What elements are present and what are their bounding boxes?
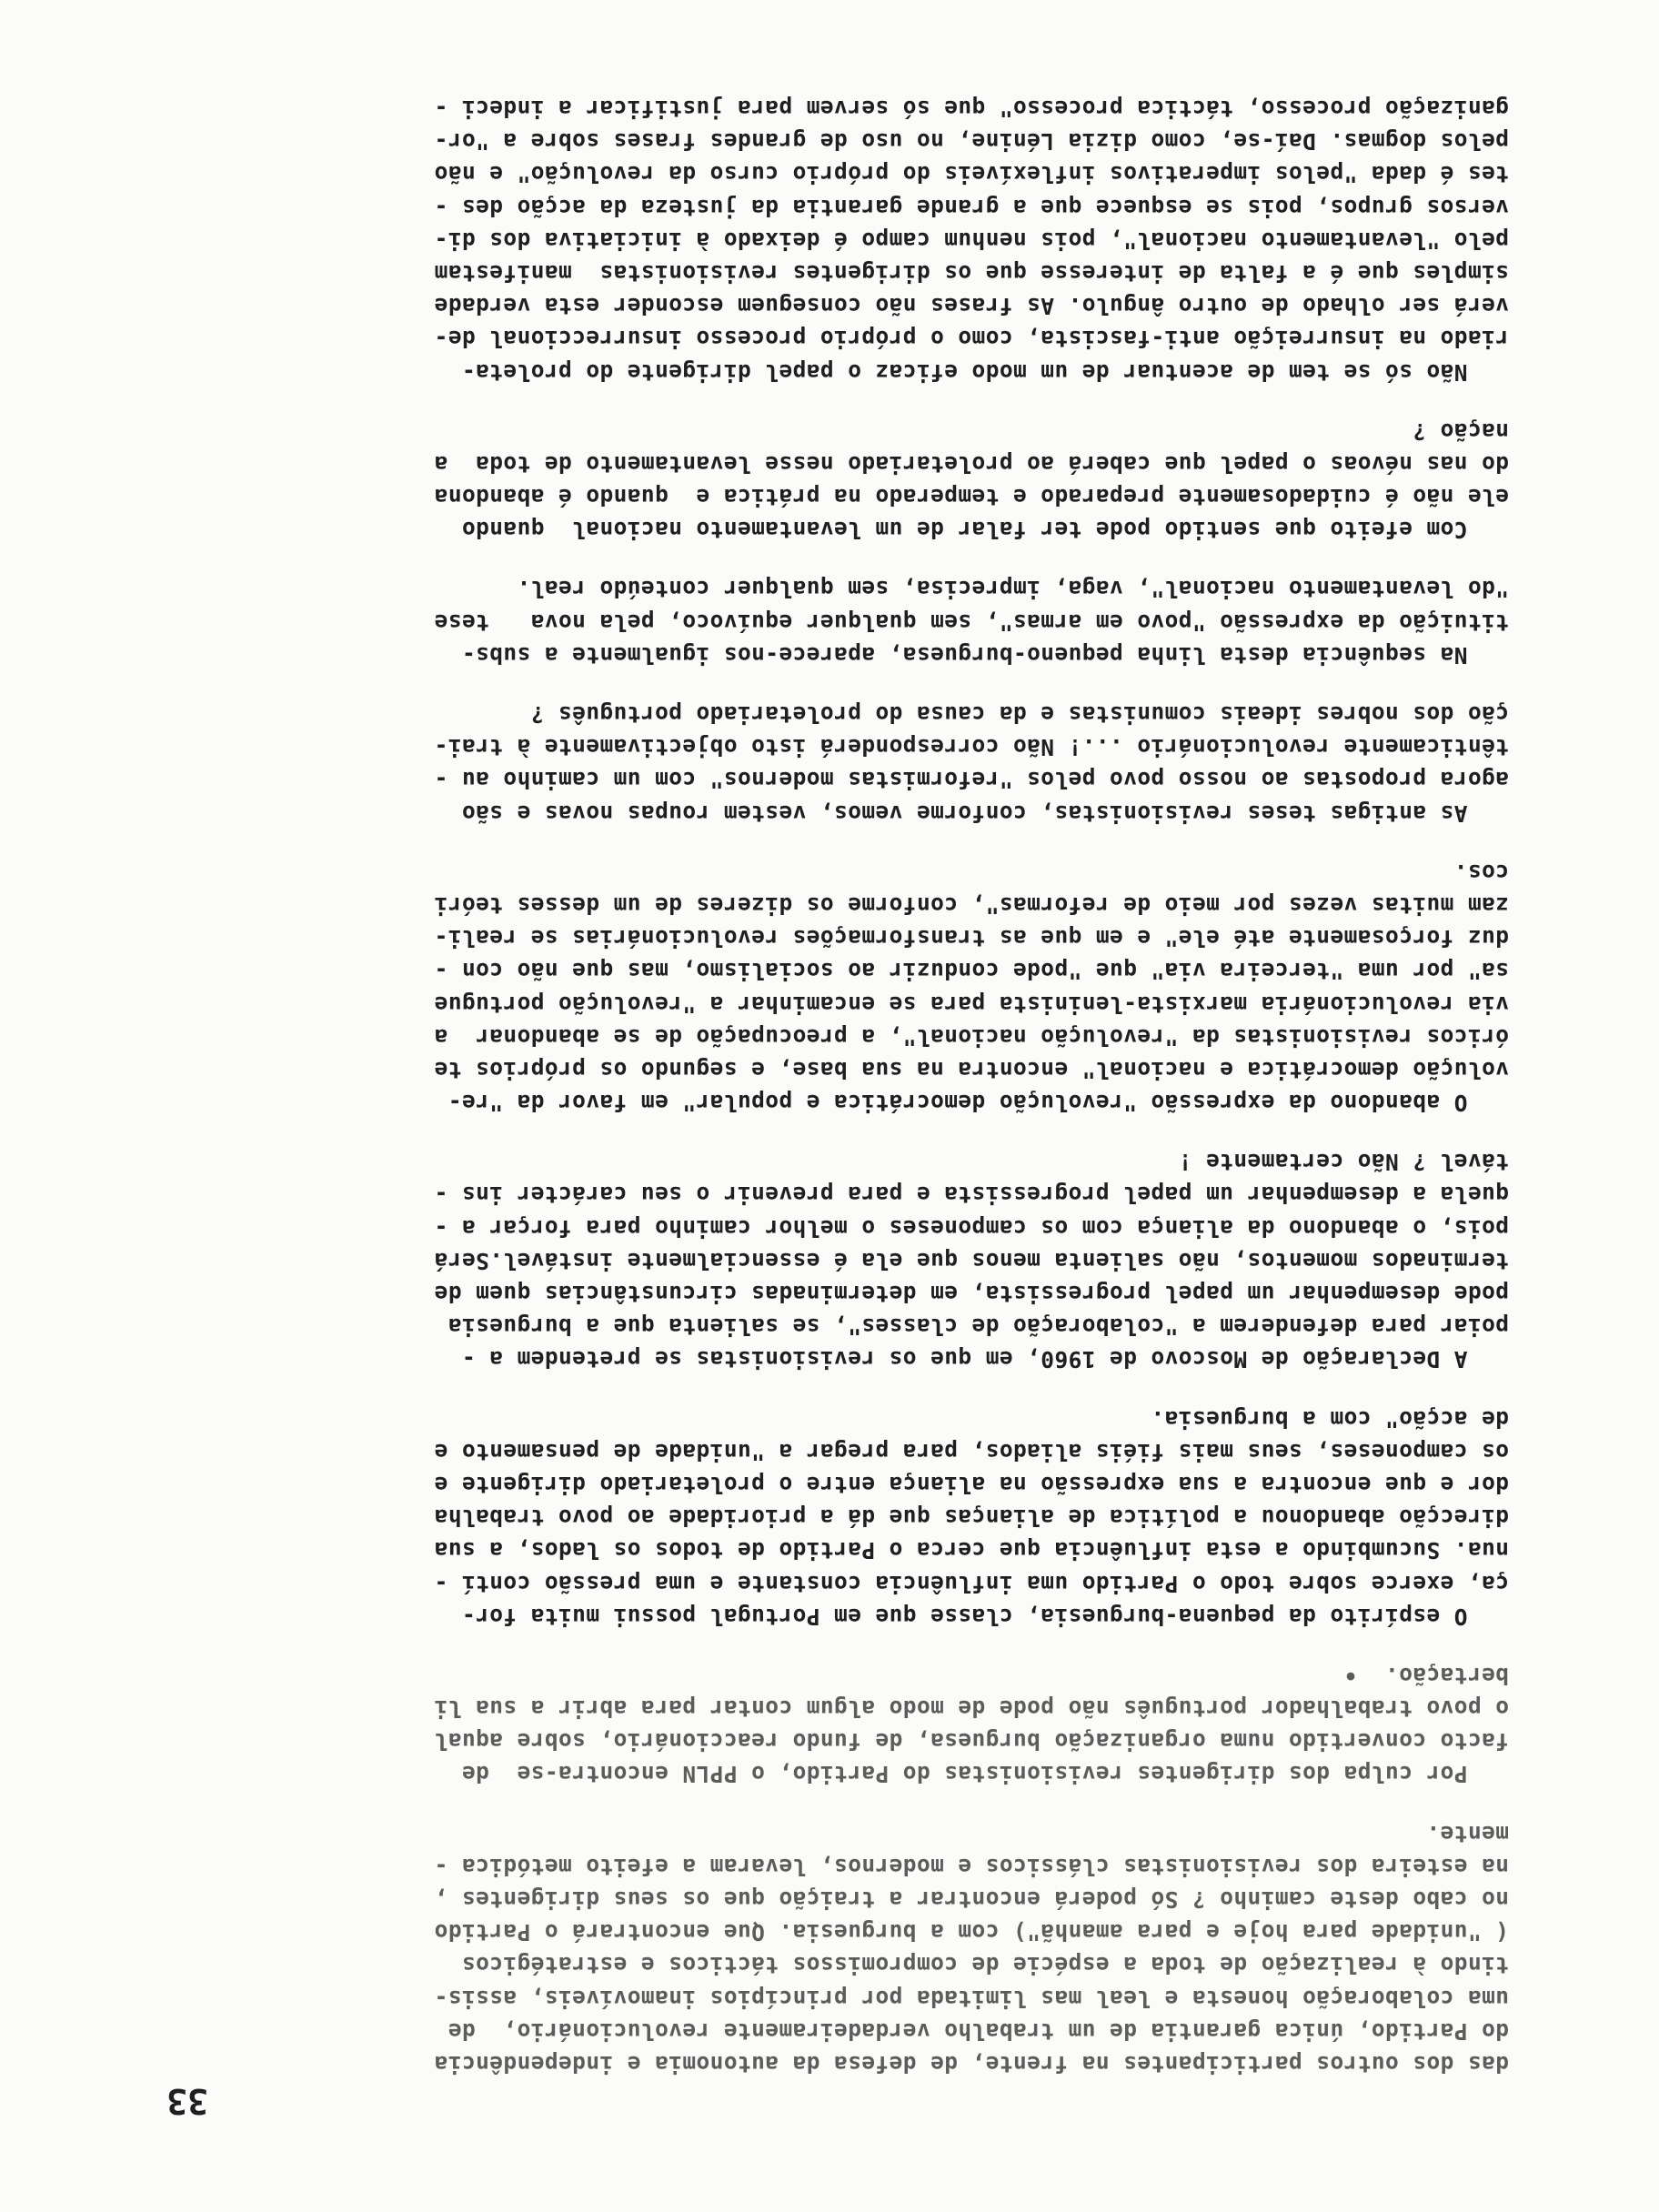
text-line: duz forçosamente até ele" e em que as transformações revolucionárias se reali- [434, 925, 1509, 952]
text-line: A Declaração de Moscovo de 1960, em que os revisionistas se pretendem a - [461, 1346, 1509, 1373]
text-line: "do levantamento nacional", vaga, imprecisa, sem qualquer conteúdo real. [517, 576, 1509, 603]
text-line: nua. Sucumbindo a esta influência que cerca o Partido de todos os lados, a sua [434, 1537, 1509, 1564]
paragraph [145, 1817, 1509, 2081]
text-line: bertação. • [1343, 1662, 1509, 1689]
text-line: sa" por uma "terceira via" que "pode conduzir ao socialismo, mas que não con - [434, 958, 1509, 985]
paragraph [145, 92, 1509, 388]
text-line: das dos outros participantes na frente, de defesa da autonomia e independência [434, 2051, 1509, 2077]
text-line: ção dos nobres ideais comunistas e da causa do proletariado português ? [530, 701, 1509, 729]
text-line: terminados momentos, não salienta menos que ela é essencialmente instável.Será [434, 1247, 1509, 1274]
text-line: nação ? [1412, 417, 1509, 445]
text-line: tituição da expressão "povo em armas", sem qualquer equívoco, pela nova tese [434, 608, 1509, 636]
text-line: O espírito da pequena-burguesia, classe que em Portugal possui muita for- [461, 1603, 1509, 1630]
text-line: de acção" com a burguesia. [1151, 1405, 1509, 1433]
text-line: pelo "levantamento nacional", pois nenhum campo é deixado à iniciativa dos di- [434, 226, 1509, 254]
text-line: dor e que encontra a sua expressão na aliança entre o proletariado dirigente e [434, 1472, 1509, 1498]
text-line: As antigas teses revisionistas, conforme vemos, vestem roupas novas e são [461, 799, 1509, 827]
text-line: óricos revisionistas da "revolução nacional", a preocupação de se abandonar a [434, 1023, 1509, 1051]
text-line: volução democrática e nacional" encontra na sua base, e segundo os próprios te [434, 1056, 1509, 1083]
text-line: simples que é a falta de interesse que os dirigentes revisionistas manifestam [434, 260, 1509, 287]
text-line: cos. [1453, 859, 1509, 886]
text-line: tes é dada "pelos imperativos inflexíveis do próprio curso da revolução" e não [434, 161, 1509, 188]
text-line: Por culpa dos dirigentes revisionistas do Partido, o PPLN encontra-se de [461, 1761, 1509, 1788]
text-line: uma colaboração honesta e leal mas limitada por princípios inamovíveis, assis- [434, 1985, 1509, 2012]
paragraph [145, 856, 1509, 1120]
text-line: zam muitas vezes por meio de reformas", conforme os dizeres de um desses teóri [434, 892, 1509, 919]
text-line: quela a desempenhar um papel progressista e para prevenir o seu carácter ins - [434, 1181, 1509, 1209]
typewritten-text-block [145, 65, 1509, 2080]
text-line: o povo trabalhador português não pode de modo algum contar para abrir a sua li [434, 1695, 1509, 1723]
text-line: ( "unidade para hoje e para amanhã") com a burguesia. Que encontrará o Partido [434, 1919, 1509, 1946]
paragraph [145, 1145, 1509, 1375]
text-line: ganização processo, táctica processo" que só servem para justificar a indeci - [434, 96, 1509, 123]
text-line: Com efeito que sentido pode ter falar de um levantamento nacional quando [461, 517, 1509, 544]
text-line: mente. [1426, 1820, 1509, 1847]
text-line: no cabo deste caminho ? Só poderá encontrar a traição que os seus dirigentes , [434, 1886, 1509, 1914]
text-line: riado na insurreição anti-fascista, como o próprio processo insurreccional de- [434, 326, 1509, 353]
text-line: do nas névoas o papel que caberá ao proletariado nesse levantamento de toda a [434, 450, 1509, 478]
text-line: tável ? Não certamente ! [1178, 1149, 1509, 1176]
text-line: poiar para defenderem a "colaboração de classes", se salienta que a burguesia [447, 1313, 1509, 1341]
text-line: via revolucionária marxista-leninista para se encaminhar a "revolução portugue [434, 990, 1509, 1018]
text-line: pois, o abandono da aliança com os camponeses o melhor caminho para forçar a - [434, 1214, 1509, 1242]
text-line: pelos dogmas. Daí-se, como dizia Lénine, no uso de grandes frases sobre a "or- [434, 128, 1509, 156]
text-line: facto convertido numa organização burguesa, de fundo reaccionário, sobre aqual [434, 1728, 1509, 1755]
text-line: tênticamente revolucionário ...! Não corresponderá isto objectivamente à trai- [434, 734, 1509, 761]
text-line: os camponeses, seus mais fiéis aliados, para pregar a "unidade de pensamento e [434, 1438, 1509, 1465]
text-line: Não só se tem de acentuar de um modo eficaz o papel dirigente do proleta- [461, 358, 1509, 386]
text-line: verá ser olhado de outro ângulo. As frases não conseguem esconder esta verdade [434, 293, 1509, 320]
text-line: ça, exerce sobre todo o Partido uma influência constante e uma pressão contí - [434, 1570, 1509, 1597]
text-line: Na sequência desta linha pequeno-burguesa, aparece-nos igualmente a subs- [461, 641, 1509, 669]
text-line: direcção abandonou a política de alianças que dá a prioridade ao povo trabalha [434, 1504, 1509, 1532]
paragraph [145, 415, 1509, 547]
paragraph [145, 698, 1509, 830]
paragraph [145, 1659, 1509, 1791]
text-line: versos grupos, pois se esquece que a grande garantia da justeza da acção des - [434, 194, 1509, 221]
text-line: agora propostas ao nosso povo pelos "reformistas modernos" com um caminho au - [434, 767, 1509, 794]
page-number: 33 [166, 2081, 208, 2121]
text-line: O abandono da expressão "revolução democrática e popular" em favor da "re- [447, 1090, 1509, 1117]
paragraph [145, 572, 1509, 671]
paragraph [145, 1402, 1509, 1632]
text-line: tindo à realização de toda a espécie de compromissos tácticos e estratégicos [461, 1952, 1509, 1979]
text-line: ele não é cuidadosamente preparado e temperado na prática e quando é abandona [434, 484, 1509, 511]
text-line: do Partido, única garantia de um trabalho verdadeiramente revolucionário, de [447, 2017, 1509, 2045]
text-line: pode desempenhar um papel progressista, em determinadas circunstâncias quem de [434, 1281, 1509, 1308]
text-line: na esteira dos revisionistas clássicos e modernos, levaram a efeito metódica - [434, 1853, 1509, 1880]
